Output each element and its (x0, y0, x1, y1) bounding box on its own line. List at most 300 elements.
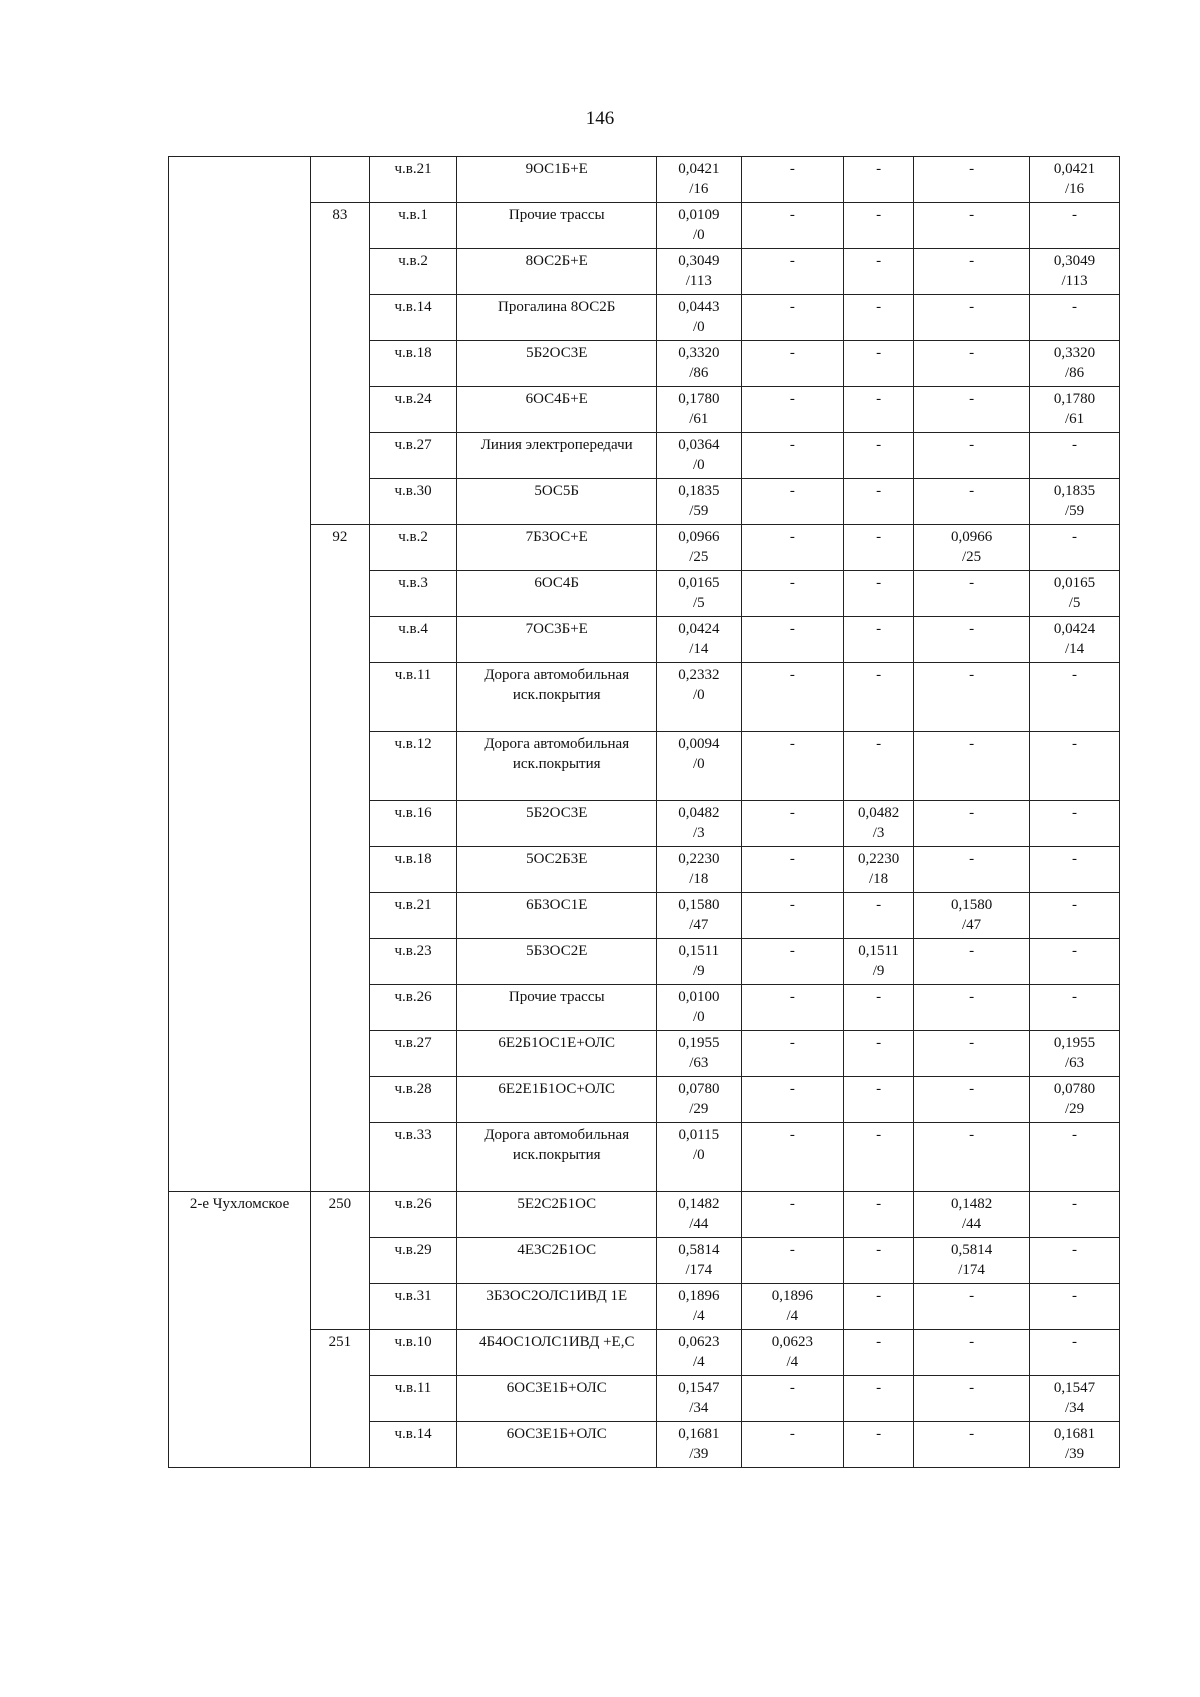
value-line: - (789, 1035, 795, 1051)
c4-cell (1030, 1031, 1120, 1077)
value-line: - (789, 437, 795, 453)
c4-cell (1030, 1376, 1120, 1422)
value-line: - (876, 1081, 882, 1097)
value-line: /113 (685, 272, 712, 289)
c1-cell (741, 525, 843, 571)
species-cell: 8ОС2Б+Е (457, 249, 657, 295)
total-cell (657, 1077, 742, 1123)
value-line: - (969, 1380, 975, 1396)
value-line: /25 (689, 548, 709, 565)
value-line: 0,3320 (1053, 345, 1096, 361)
c1-cell (741, 479, 843, 525)
value-line: 0,0623 (771, 1334, 813, 1350)
vydel-cell: ч.в.12 (369, 732, 457, 801)
value-line: - (1072, 1196, 1078, 1212)
total-cell (657, 847, 742, 893)
c4-cell (1030, 663, 1120, 732)
value-line: /0 (693, 686, 705, 703)
value-line: - (969, 1081, 975, 1097)
value-line: - (1072, 1127, 1078, 1143)
value-line: - (789, 1196, 795, 1212)
total-cell (657, 571, 742, 617)
c2-cell (844, 1330, 914, 1376)
c4-cell (1030, 847, 1120, 893)
value-line: - (789, 805, 795, 821)
c3-cell (914, 1376, 1030, 1422)
c2-cell (844, 295, 914, 341)
value-line: - (1072, 851, 1078, 867)
species-cell: 4Б4ОС1ОЛС1ИВД +Е,С (457, 1330, 657, 1376)
c4-cell (1030, 571, 1120, 617)
total-cell (657, 1422, 742, 1468)
value-line: 0,1681 (678, 1426, 720, 1442)
value-line: 0,1955 (678, 1035, 720, 1051)
value-line: /16 (1064, 180, 1085, 197)
c1-cell (741, 893, 843, 939)
value-line: - (1072, 1334, 1078, 1350)
value-line: - (876, 391, 882, 407)
c1-cell (741, 939, 843, 985)
c2-cell (844, 732, 914, 801)
value-line: - (969, 736, 975, 752)
value-line: - (1072, 1288, 1078, 1304)
vydel-cell: ч.в.3 (369, 571, 457, 617)
value-line: - (969, 575, 975, 591)
c2-cell (844, 1376, 914, 1422)
value-line: /9 (693, 962, 705, 979)
c4-cell (1030, 433, 1120, 479)
value-line: 0,1511 (858, 943, 899, 959)
value-line: 0,0623 (678, 1334, 720, 1350)
c3-cell (914, 1123, 1030, 1192)
value-line: - (876, 345, 882, 361)
value-line: 0,1511 (678, 943, 720, 959)
vydel-cell: ч.в.1 (369, 203, 457, 249)
vydel-cell: ч.в.21 (369, 157, 457, 203)
total-cell (657, 663, 742, 732)
value-line: /113 (1061, 272, 1088, 289)
value-line: 0,0100 (678, 989, 720, 1005)
page-number: 146 (585, 108, 615, 129)
c3-cell (914, 1238, 1030, 1284)
c4-cell (1030, 341, 1120, 387)
value-line: - (969, 253, 975, 269)
vydel-cell: ч.в.29 (369, 1238, 457, 1284)
vydel-cell: ч.в.23 (369, 939, 457, 985)
c2-cell (844, 341, 914, 387)
value-line: 0,1835 (1053, 483, 1096, 499)
c2-cell (844, 847, 914, 893)
value-line: 0,0424 (1053, 621, 1096, 637)
c3-cell (914, 1422, 1030, 1468)
c1-cell (741, 341, 843, 387)
value-line: - (789, 989, 795, 1005)
c1-cell (741, 157, 843, 203)
value-line: - (789, 736, 795, 752)
value-line: /47 (689, 916, 709, 933)
c3-cell (914, 1284, 1030, 1330)
value-line: /61 (1064, 410, 1085, 427)
value-line: - (1072, 1242, 1078, 1258)
species-cell: Дорога автомобильная иск.покрытия (457, 663, 657, 732)
value-line: /0 (693, 318, 705, 335)
c2-cell (844, 1031, 914, 1077)
value-line: /4 (786, 1353, 799, 1370)
value-line: 0,0443 (678, 299, 720, 315)
c1-cell (741, 732, 843, 801)
value-line: - (789, 1127, 795, 1143)
forest-area-table (168, 156, 1120, 1468)
value-line: /34 (689, 1399, 709, 1416)
value-line: - (789, 1426, 795, 1442)
c2-cell (844, 571, 914, 617)
value-line: 0,5814 (950, 1242, 993, 1258)
c1-cell (741, 801, 843, 847)
value-line: 0,0424 (678, 621, 720, 637)
value-line: 0,1580 (950, 897, 993, 913)
value-line: - (1072, 667, 1078, 683)
value-line: /44 (689, 1215, 709, 1232)
value-line: /0 (693, 226, 705, 243)
value-line: 0,0165 (1053, 575, 1096, 591)
value-line: /86 (1064, 364, 1085, 381)
kvartal-cell: 92 (311, 525, 370, 1192)
c3-cell (914, 732, 1030, 801)
vydel-cell: ч.в.10 (369, 1330, 457, 1376)
value-line: /5 (1068, 594, 1081, 611)
c3-cell (914, 157, 1030, 203)
species-cell: 9ОС1Б+Е (457, 157, 657, 203)
table-row (169, 203, 1120, 249)
species-cell: 6Б3ОС1Е (457, 893, 657, 939)
species-cell: 5Б2ОС3Е (457, 801, 657, 847)
value-line: /0 (693, 1146, 705, 1163)
kvartal-cell: 251 (311, 1330, 370, 1468)
c3-cell (914, 433, 1030, 479)
species-cell: 6Е2Е1Б1ОС+ОЛС (457, 1077, 657, 1123)
c4-cell (1030, 387, 1120, 433)
c1-cell (741, 985, 843, 1031)
total-cell (657, 732, 742, 801)
total-cell (657, 801, 742, 847)
value-line: /44 (961, 1215, 982, 1232)
table-row (169, 1192, 1120, 1238)
value-line: 0,1896 (771, 1288, 813, 1304)
value-line: /59 (1064, 502, 1085, 519)
c3-cell (914, 847, 1030, 893)
value-line: - (969, 1035, 975, 1051)
c4-cell (1030, 1284, 1120, 1330)
value-line: /174 (685, 1261, 713, 1278)
value-line: 0,1780 (1053, 391, 1096, 407)
value-line: - (969, 1426, 975, 1442)
value-line: /18 (689, 870, 709, 887)
c3-cell (914, 295, 1030, 341)
value-line: - (1072, 437, 1078, 453)
value-line: - (1072, 989, 1078, 1005)
value-line: /63 (1064, 1054, 1085, 1071)
c2-cell (844, 203, 914, 249)
value-line: - (969, 1334, 975, 1350)
value-line: - (876, 621, 882, 637)
vydel-cell: ч.в.31 (369, 1284, 457, 1330)
total-cell (657, 1031, 742, 1077)
total-cell (657, 1192, 742, 1238)
value-line: /34 (1064, 1399, 1085, 1416)
c2-cell (844, 1123, 914, 1192)
table-row (169, 1330, 1120, 1376)
value-line: 0,3320 (678, 345, 720, 361)
value-line: 0,0364 (678, 437, 720, 453)
c2-cell (844, 939, 914, 985)
c3-cell (914, 525, 1030, 571)
value-line: /39 (1064, 1445, 1085, 1462)
value-line: - (876, 1426, 882, 1442)
kvartal-cell: 250 (311, 1192, 370, 1330)
species-cell: 5Б2ОС3Е (457, 341, 657, 387)
value-line: - (969, 667, 975, 683)
value-line: - (789, 483, 795, 499)
value-line: 0,0482 (678, 805, 720, 821)
value-line: - (876, 483, 882, 499)
value-line: - (1072, 943, 1078, 959)
species-cell: 3Б3ОС2ОЛС1ИВД 1Е (457, 1284, 657, 1330)
value-line: - (789, 1380, 795, 1396)
value-line: /61 (689, 410, 709, 427)
c3-cell (914, 1192, 1030, 1238)
vydel-cell: ч.в.18 (369, 341, 457, 387)
c4-cell (1030, 479, 1120, 525)
value-line: - (876, 529, 882, 545)
value-line: - (789, 345, 795, 361)
total-cell (657, 203, 742, 249)
value-line: - (1072, 299, 1078, 315)
c1-cell (741, 1284, 843, 1330)
c2-cell (844, 479, 914, 525)
value-line: /0 (693, 755, 705, 772)
value-line: - (969, 161, 975, 177)
table-row (169, 525, 1120, 571)
value-line: - (1072, 897, 1078, 913)
total-cell (657, 157, 742, 203)
value-line: 0,0780 (678, 1081, 720, 1097)
value-line: /9 (872, 962, 885, 979)
c1-cell (741, 203, 843, 249)
c3-cell (914, 571, 1030, 617)
value-line: - (969, 437, 975, 453)
c3-cell (914, 1077, 1030, 1123)
value-line: 0,1896 (678, 1288, 720, 1304)
vydel-cell: ч.в.16 (369, 801, 457, 847)
value-line: 0,0115 (678, 1127, 720, 1143)
total-cell (657, 1238, 742, 1284)
c4-cell (1030, 525, 1120, 571)
value-line: - (789, 851, 795, 867)
value-line: - (969, 1288, 975, 1304)
value-line: /63 (689, 1054, 709, 1071)
total-cell (657, 433, 742, 479)
value-line: /4 (786, 1307, 799, 1324)
value-line: /39 (689, 1445, 709, 1462)
vydel-cell: ч.в.24 (369, 387, 457, 433)
value-line: /5 (693, 594, 705, 611)
value-line: /3 (872, 824, 885, 841)
value-line: 0,0421 (1053, 161, 1096, 177)
total-cell (657, 1123, 742, 1192)
value-line: - (1072, 529, 1078, 545)
vydel-cell: ч.в.21 (369, 893, 457, 939)
value-line: 0,0109 (678, 207, 720, 223)
value-line: - (969, 345, 975, 361)
c4-cell (1030, 295, 1120, 341)
value-line: 0,0966 (950, 529, 993, 545)
value-line: - (969, 989, 975, 1005)
c3-cell (914, 663, 1030, 732)
c4-cell (1030, 1422, 1120, 1468)
value-line: /4 (693, 1307, 705, 1324)
value-line: /29 (1064, 1100, 1085, 1117)
c1-cell (741, 387, 843, 433)
value-line: 0,1580 (678, 897, 720, 913)
value-line: - (789, 391, 795, 407)
value-line: 0,1482 (950, 1196, 993, 1212)
c3-cell (914, 617, 1030, 663)
vydel-cell: ч.в.26 (369, 1192, 457, 1238)
vydel-cell: ч.в.4 (369, 617, 457, 663)
value-line: 0,1955 (1053, 1035, 1096, 1051)
c1-cell (741, 1077, 843, 1123)
c4-cell (1030, 732, 1120, 801)
value-line: - (876, 207, 882, 223)
c4-cell (1030, 617, 1120, 663)
value-line: 0,0966 (678, 529, 720, 545)
value-line: - (876, 667, 882, 683)
c4-cell (1030, 249, 1120, 295)
c4-cell (1030, 939, 1120, 985)
value-line: - (876, 253, 882, 269)
value-line: - (789, 575, 795, 591)
value-line: 0,1482 (678, 1196, 720, 1212)
c2-cell (844, 1192, 914, 1238)
c2-cell (844, 893, 914, 939)
value-line: 0,1547 (678, 1380, 720, 1396)
value-line: 0,2230 (857, 851, 900, 867)
species-cell: 6ОС4Б+Е (457, 387, 657, 433)
value-line: - (789, 161, 795, 177)
c4-cell (1030, 1192, 1120, 1238)
c1-cell (741, 1422, 843, 1468)
value-line: 0,0482 (857, 805, 900, 821)
vydel-cell: ч.в.14 (369, 295, 457, 341)
value-line: - (876, 575, 882, 591)
c4-cell (1030, 893, 1120, 939)
c4-cell (1030, 1238, 1120, 1284)
c1-cell (741, 433, 843, 479)
value-line: 0,1780 (678, 391, 720, 407)
total-cell (657, 479, 742, 525)
value-line: - (789, 621, 795, 637)
c1-cell (741, 1123, 843, 1192)
c2-cell (844, 249, 914, 295)
value-line: /14 (689, 640, 709, 657)
vydel-cell: ч.в.30 (369, 479, 457, 525)
c2-cell (844, 1238, 914, 1284)
value-line: - (876, 299, 882, 315)
species-cell: Дорога автомобильная иск.покрытия (457, 1123, 657, 1192)
total-cell (657, 1330, 742, 1376)
c2-cell (844, 387, 914, 433)
value-line: - (876, 1334, 882, 1350)
c4-cell (1030, 985, 1120, 1031)
value-line: /47 (961, 916, 982, 933)
value-line: - (876, 437, 882, 453)
species-cell: 6ОС4Б (457, 571, 657, 617)
c2-cell (844, 1284, 914, 1330)
value-line: /59 (689, 502, 709, 519)
c3-cell (914, 479, 1030, 525)
species-cell: Прочие трассы (457, 985, 657, 1031)
value-line: - (789, 529, 795, 545)
c3-cell (914, 939, 1030, 985)
c4-cell (1030, 1123, 1120, 1192)
value-line: - (876, 1196, 882, 1212)
species-cell: Прогалина 8ОС2Б (457, 295, 657, 341)
value-line: - (876, 161, 882, 177)
c2-cell (844, 617, 914, 663)
c4-cell (1030, 203, 1120, 249)
species-cell: 6Е2Б1ОС1Е+ОЛС (457, 1031, 657, 1077)
value-line: 0,0780 (1053, 1081, 1096, 1097)
vydel-cell: ч.в.2 (369, 525, 457, 571)
total-cell (657, 1376, 742, 1422)
value-line: - (789, 897, 795, 913)
total-cell (657, 617, 742, 663)
value-line: - (969, 805, 975, 821)
value-line: - (876, 1288, 882, 1304)
c1-cell (741, 1376, 843, 1422)
c2-cell (844, 801, 914, 847)
c3-cell (914, 387, 1030, 433)
value-line: - (789, 1081, 795, 1097)
vydel-cell: ч.в.18 (369, 847, 457, 893)
total-cell (657, 985, 742, 1031)
species-cell: 5ОС2Б3Е (457, 847, 657, 893)
vydel-cell: ч.в.2 (369, 249, 457, 295)
species-cell: Прочие трассы (457, 203, 657, 249)
c1-cell (741, 571, 843, 617)
c3-cell (914, 1031, 1030, 1077)
c4-cell (1030, 1330, 1120, 1376)
value-line: 0,5814 (678, 1242, 720, 1258)
value-line: - (969, 621, 975, 637)
species-cell: 7Б3ОС+Е (457, 525, 657, 571)
c2-cell (844, 1422, 914, 1468)
kvartal-cell: 83 (311, 203, 370, 525)
value-line: 0,1835 (678, 483, 720, 499)
c2-cell (844, 1077, 914, 1123)
value-line: 0,3049 (1053, 253, 1096, 269)
species-cell: 4Е3С2Б1ОС (457, 1238, 657, 1284)
c3-cell (914, 203, 1030, 249)
value-line: 0,0165 (678, 575, 720, 591)
c3-cell (914, 249, 1030, 295)
value-line: - (789, 207, 795, 223)
value-line: - (969, 391, 975, 407)
vydel-cell: ч.в.11 (369, 663, 457, 732)
c1-cell (741, 1192, 843, 1238)
total-cell (657, 939, 742, 985)
value-line: 0,0094 (678, 736, 720, 752)
